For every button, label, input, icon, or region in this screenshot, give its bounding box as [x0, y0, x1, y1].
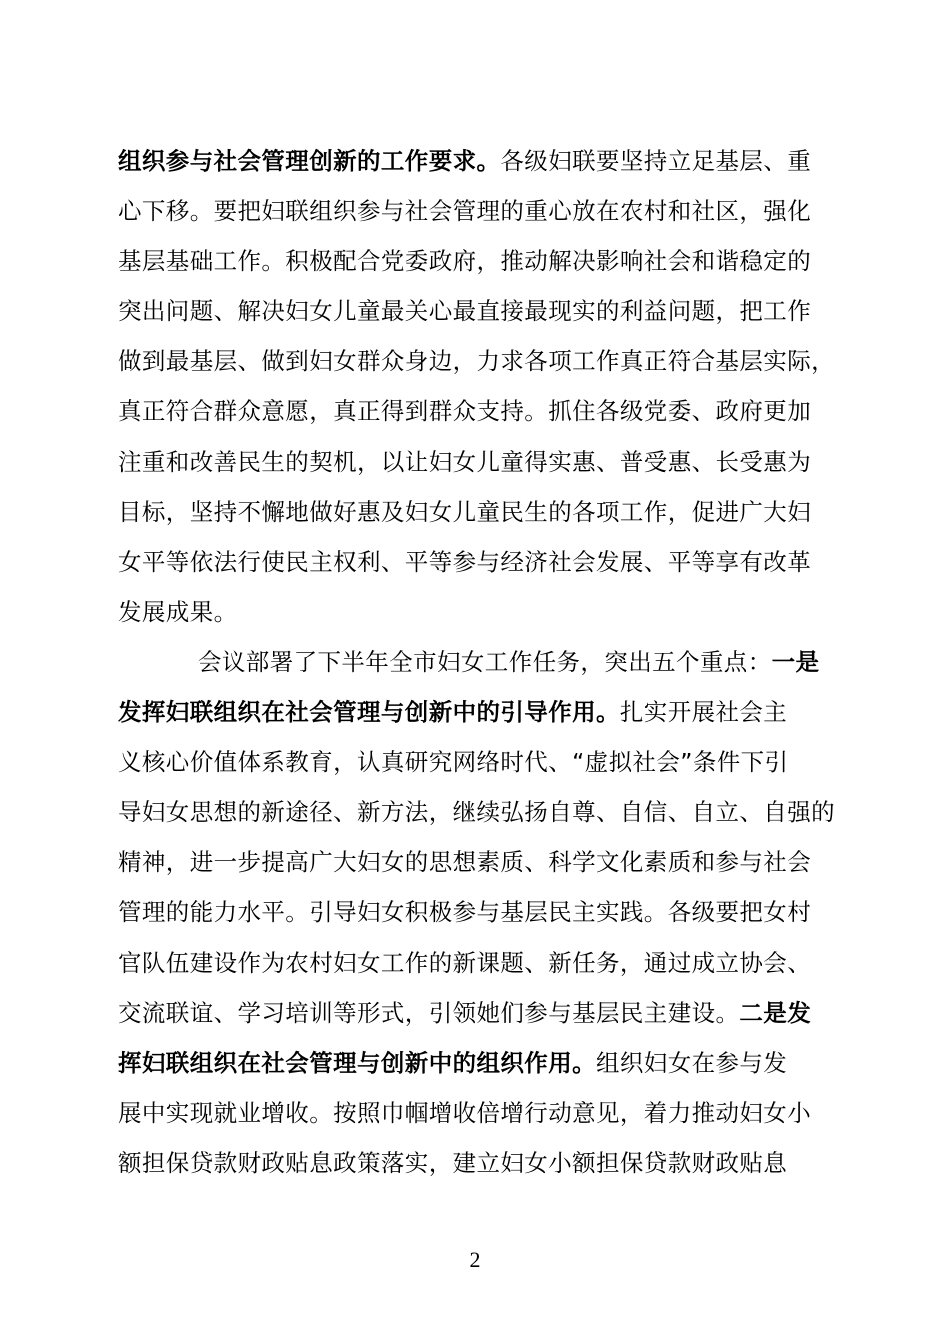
text-line [118, 437, 858, 487]
text-segment: 展中实现就业增收。按照巾帼增收倍增行动意见，着力推动妇女小 [118, 1098, 812, 1127]
text-line [118, 887, 858, 937]
text-segment: 真正符合群众意愿，真正得到群众支持。抓住各级党委、政府更加 [118, 397, 812, 426]
text-segment: 心下移。要把妇联组织参与社会管理的重心放在农村和社区，强化 [118, 197, 812, 226]
text-line [118, 787, 858, 837]
text-line [118, 386, 858, 436]
text-line [118, 136, 858, 186]
text-line [118, 1088, 858, 1138]
text-line [118, 687, 858, 737]
text-line [118, 186, 858, 236]
bold-text-segment: 组织参与社会管理创新的工作要求。 [118, 147, 501, 175]
text-line [118, 737, 858, 787]
text-segment: 义核心价值体系教育，认真研究网络时代、“虚拟社会”条件下引 [118, 748, 789, 777]
text-segment: 注重和改善民生的契机，以让妇女儿童得实惠、普受惠、长受惠为 [118, 447, 812, 476]
text-segment: 交流联谊、学习培训等形式，引领她们参与基层民主建设。 [118, 998, 740, 1027]
text-line [118, 938, 858, 988]
text-segment: 目标，坚持不懈地做好惠及妇女儿童民生的各项工作，促进广大妇 [118, 497, 812, 526]
text-segment: 突出问题、解决妇女儿童最关心最直接最现实的利益问题，把工作 [118, 297, 812, 326]
text-segment: 发展成果。 [118, 597, 238, 626]
text-line [118, 837, 858, 887]
text-segment: 官队伍建设作为农村妇女工作的新课题、新任务，通过成立协会、 [118, 948, 812, 977]
bold-text-segment: 发挥妇联组织在社会管理与创新中的引导作用。 [118, 698, 620, 727]
text-segment: 导妇女思想的新途径、新方法，继续弘扬自尊、自信、自立、自强的 [118, 798, 835, 827]
text-segment: 额担保贷款财政贴息政策落实，建立妇女小额担保贷款财政贴息 [118, 1148, 788, 1177]
text-line [118, 537, 858, 587]
page-number: 2 [469, 1247, 481, 1272]
text-line [118, 236, 858, 286]
bold-text-segment: 一是 [771, 647, 820, 676]
text-line [118, 637, 858, 687]
text-segment: 女平等依法行使民主权利、平等参与经济社会发展、平等享有改革 [118, 547, 812, 576]
text-segment: 基层基础工作。积极配合党委政府，推动解决影响社会和谐稳定的 [118, 247, 812, 276]
bold-text-segment: 挥妇联组织在社会管理与创新中的组织作用。 [118, 1048, 596, 1077]
text-line [118, 336, 858, 386]
text-line [118, 1038, 858, 1088]
text-line [118, 286, 858, 336]
text-segment: 管理的能力水平。引导妇女积极参与基层民主实践。各级要把女村 [118, 898, 812, 927]
text-segment: 精神，进一步提高广大妇女的思想素质、科学文化素质和参与社会 [118, 848, 812, 877]
text-line [118, 988, 858, 1038]
text-line [118, 587, 858, 637]
body-text [118, 136, 858, 1188]
text-segment: 扎实开展社会主 [619, 698, 788, 727]
bold-text-segment: 二是发 [739, 998, 812, 1027]
text-segment: 组织妇女在参与发 [596, 1048, 788, 1077]
text-segment: 做到最基层、做到妇女群众身边，力求各项工作真正符合基层实际， [118, 347, 835, 376]
text-line [118, 487, 858, 537]
text-line [118, 1138, 858, 1188]
text-segment: 会议部署了下半年全市妇女工作任务，突出五个重点： [198, 647, 772, 676]
text-segment: 各级妇联要坚持立足基层、重 [500, 147, 812, 175]
